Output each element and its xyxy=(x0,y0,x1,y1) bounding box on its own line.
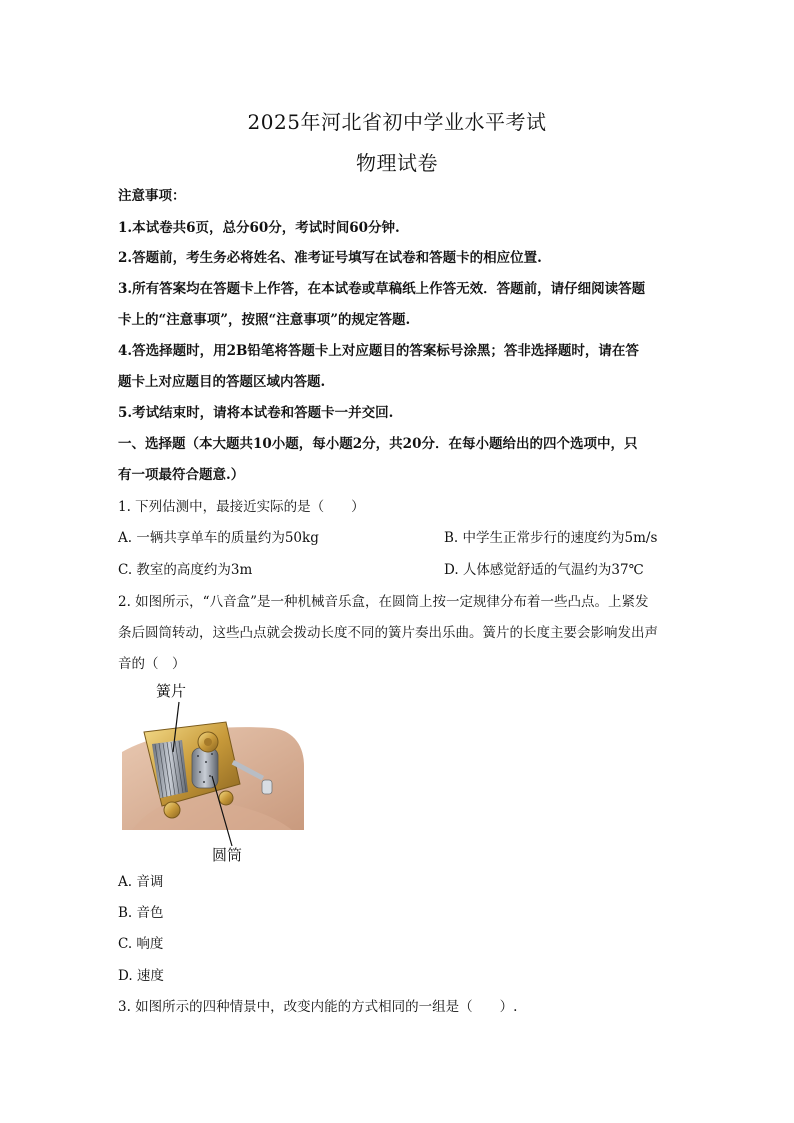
notice-line: 3.所有答案均在答题卡上作答，在本试卷或草稿纸上作答无效．答题前，请仔细阅读答题 xyxy=(118,281,646,297)
section-heading: 一、选择题（本大题共10小题，每小题2分，共20分．在每小题给出的四个选项中，只 xyxy=(118,436,638,452)
question-2-stem: 2. 如图所示，“八音盒”是一种机械音乐盒，在圆筒上按一定规律分布着一些凸点。上紧发 xyxy=(118,594,649,610)
notice-line: 5.考试结束时，请将本试卷和答题卡一并交回. xyxy=(118,405,394,421)
q2-option-a: A. 音调 xyxy=(118,874,164,890)
q2-option-d: D. 速度 xyxy=(118,968,164,984)
notice-line: 卡上的“注意事项”，按照“注意事项”的规定答题. xyxy=(118,312,411,328)
reed-label: 簧片 xyxy=(156,682,187,700)
exam-subject: 物理试卷 xyxy=(356,151,438,175)
question-2-stem-cont: 条后圆筒转动，这些凸点就会拨动长度不同的簧片奏出乐曲。簧片的长度主要会影响发出声 xyxy=(118,625,658,641)
question-1-stem: 1. 下列估测中，最接近实际的是（ ） xyxy=(118,499,365,515)
section-heading-cont: 有一项最符合题意.） xyxy=(118,467,245,483)
q1-option-d: D. 人体感觉舒适的气温约为37℃ xyxy=(444,562,644,578)
q1-option-c: C. 教室的高度约为3m xyxy=(118,562,253,578)
question-2-stem-cont: 音的（ ） xyxy=(118,656,186,672)
exam-title: 2025年河北省初中学业水平考试 xyxy=(247,110,547,134)
notice-line: 题卡上对应题目的答题区域内答题. xyxy=(118,374,326,390)
label-leader-lines xyxy=(120,680,310,870)
q2-option-b: B. 音色 xyxy=(118,905,164,921)
q2-option-c: C. 响度 xyxy=(118,936,164,952)
notice-line: 4.答选择题时，用2B铅笔将答题卡上对应题目的答案标号涂黑；答非选择题时，请在答 xyxy=(118,343,639,359)
notice-heading: 注意事项： xyxy=(118,188,186,204)
music-box-figure xyxy=(120,680,310,870)
notice-line: 2.答题前，考生务必将姓名、准考证号填写在试卷和答题卡的相应位置. xyxy=(118,250,542,266)
question-3-stem: 3. 如图所示的四种情景中，改变内能的方式相同的一组是（ ）. xyxy=(118,999,518,1015)
q1-option-b: B. 中学生正常步行的速度约为5m/s xyxy=(444,530,658,546)
notice-line: 1.本试卷共6页，总分60分，考试时间60分钟. xyxy=(118,220,400,236)
q1-option-a: A. 一辆共享单车的质量约为50kg xyxy=(118,530,319,546)
cylinder-label: 圆筒 xyxy=(212,846,243,864)
